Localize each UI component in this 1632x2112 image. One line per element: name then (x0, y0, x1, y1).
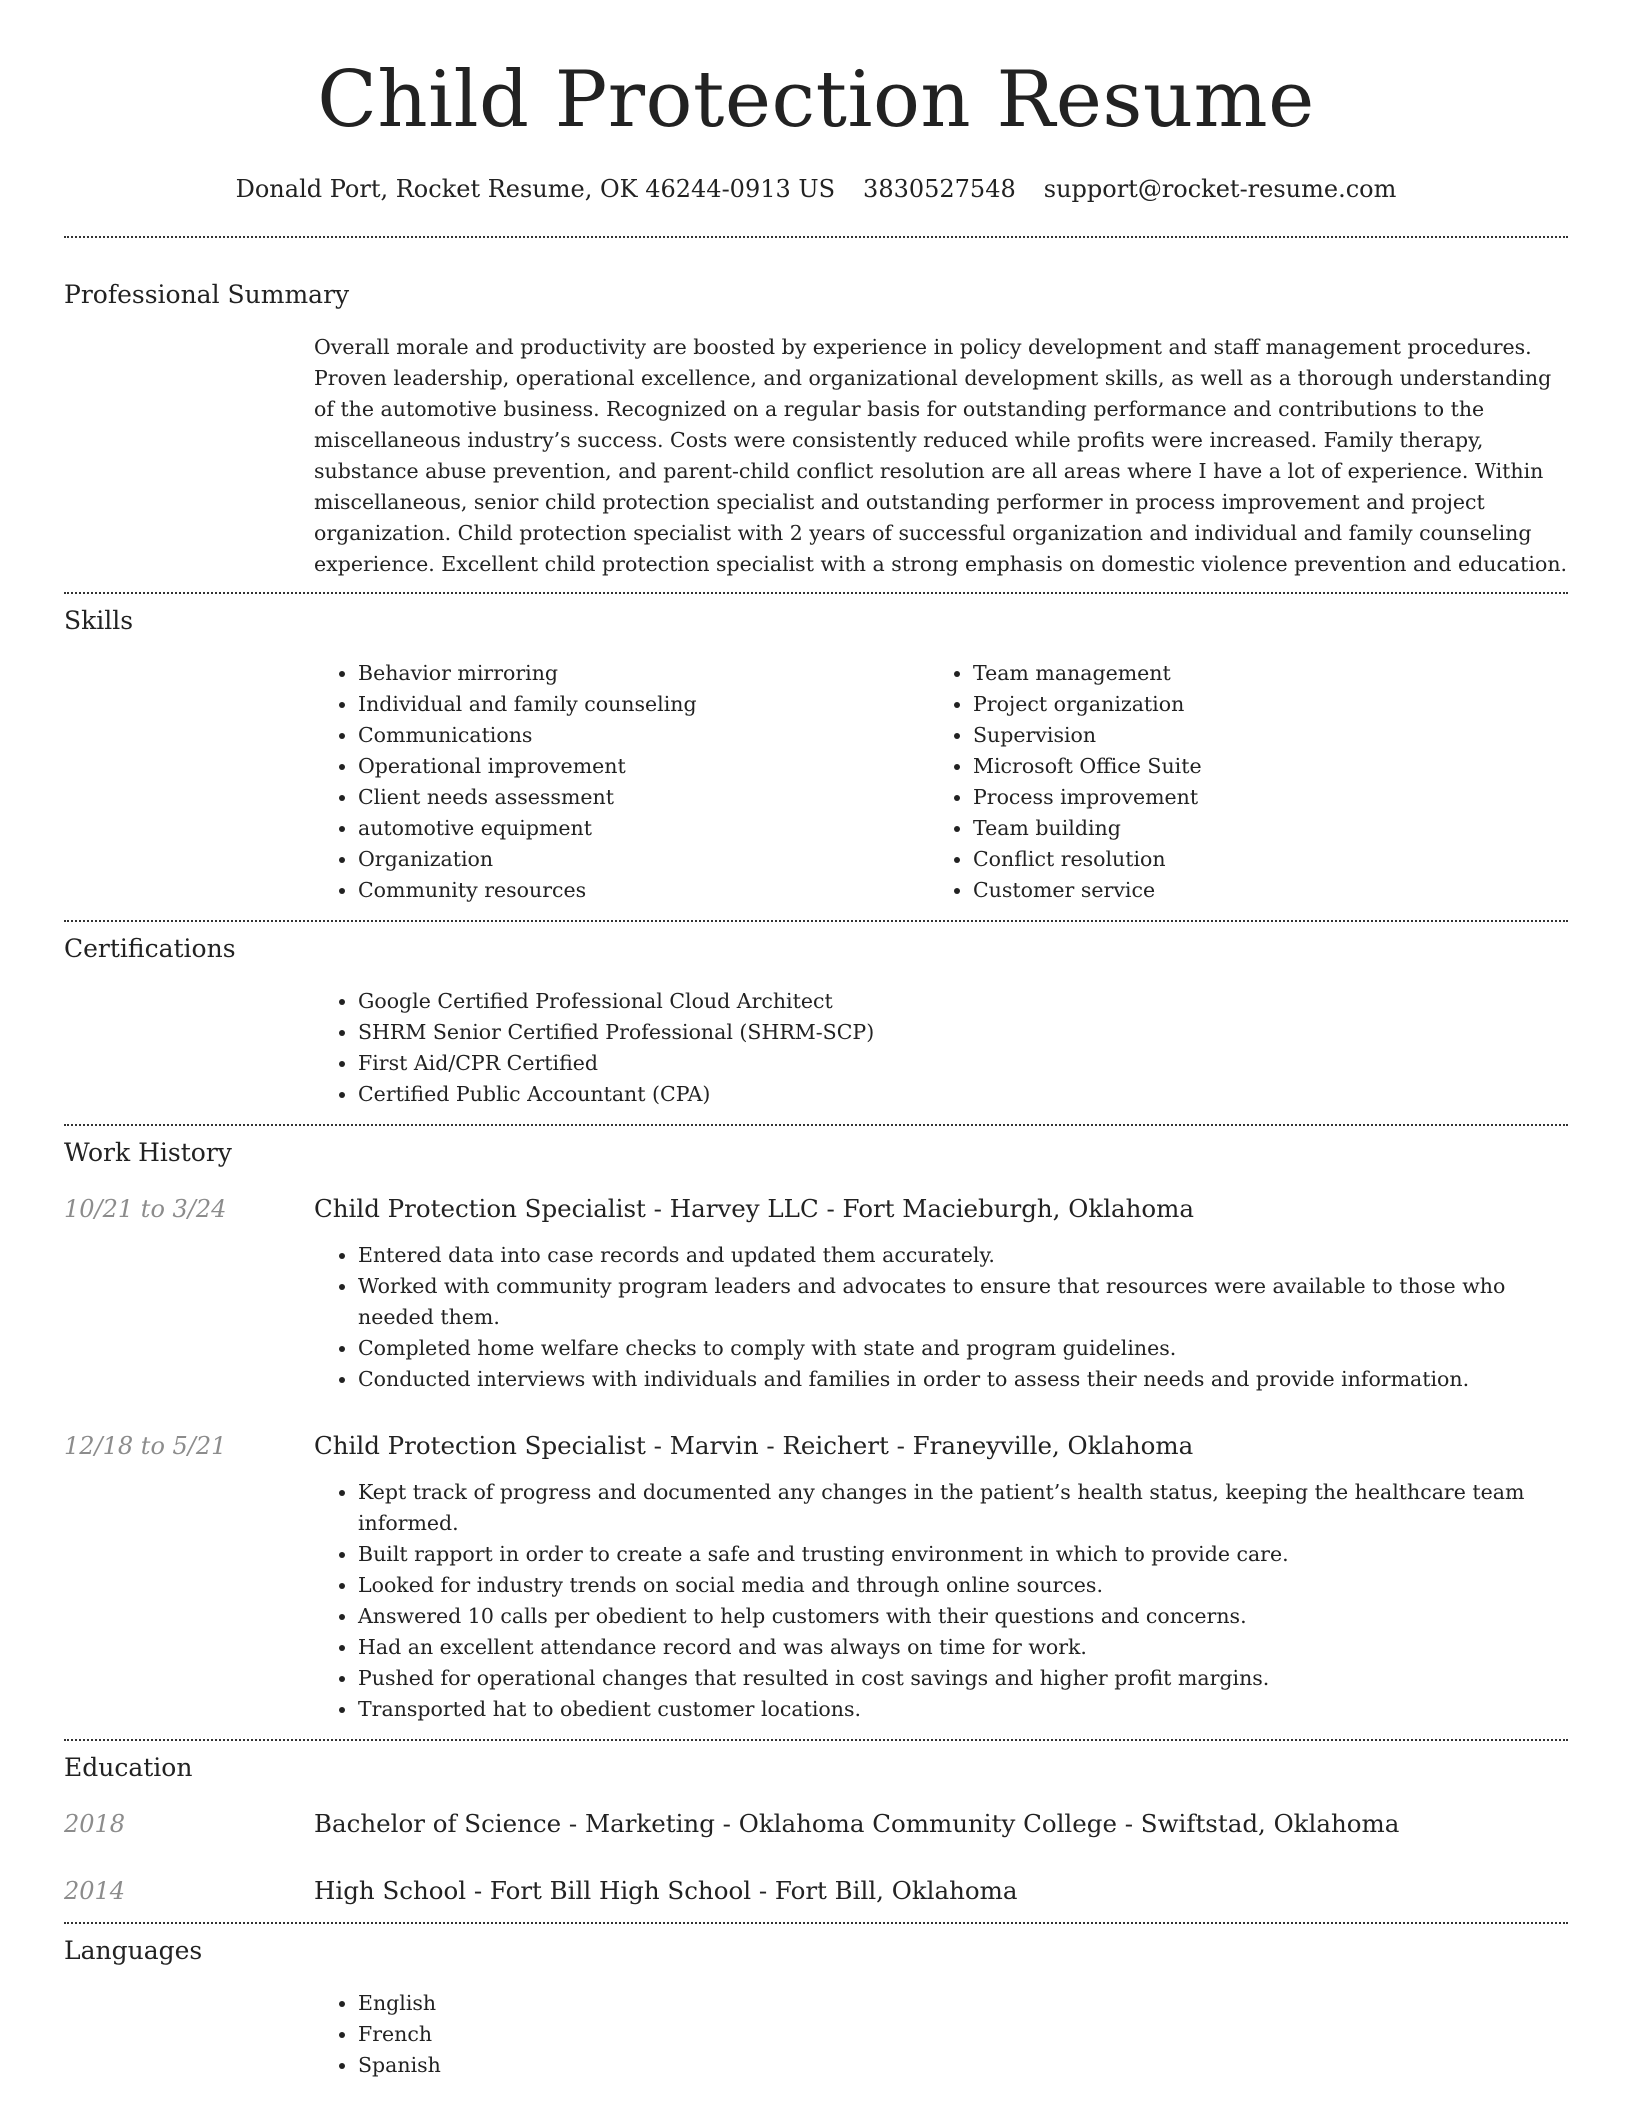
job-entry (64, 1429, 1568, 1725)
skill-item: • Community resources (358, 875, 929, 906)
skill-item: • Microsoft Office Suite (973, 751, 1544, 782)
job-bullet: • Built rapport in order to create a safe and trusting environment in which to provide care. (358, 1539, 1568, 1570)
job-bullet: • Had an excellent attendance record and was always on time for work. (358, 1632, 1568, 1663)
education-title: Bachelor of Science - Marketing - Oklahoma Community College - Swiftstad, Oklahoma (314, 1809, 1400, 1838)
work-history-heading: Work History (64, 1138, 232, 1167)
certifications-list (314, 986, 1568, 1110)
contact-address: Donald Port, Rocket Resume, OK 46244-0913 US (235, 175, 836, 203)
skills-list-right (929, 658, 1544, 906)
languages-list (314, 1988, 1568, 2081)
job-title: Child Protection Specialist - Harvey LLC - Fort Macieburgh, Oklahoma (314, 1194, 1195, 1223)
job-bullet-list (314, 1240, 1568, 1395)
job-dates: 10/21 to 3/24 (64, 1195, 227, 1223)
certification-item: • Google Certified Professional Cloud Architect (358, 986, 1568, 1017)
education-section (64, 1741, 1568, 1922)
language-item: • French (358, 2019, 1568, 2050)
language-item: • Spanish (358, 2050, 1568, 2081)
skill-item: • Organization (358, 844, 929, 875)
skill-item: • automotive equipment (358, 813, 929, 844)
skills-column-left (314, 658, 929, 906)
skill-item: • Team management (973, 658, 1544, 689)
job-title: Child Protection Specialist - Marvin - Reichert - Franeyville, Oklahoma (314, 1431, 1194, 1460)
education-entry (64, 1874, 1568, 1908)
job-header (64, 1192, 1568, 1226)
education-year: 2018 (64, 1810, 126, 1838)
job-entry (64, 1192, 1568, 1395)
skills-column-right (929, 658, 1544, 906)
education-heading: Education (64, 1753, 193, 1782)
job-bullet: • Conducted interviews with individuals and families in order to assess their needs and provide information. (358, 1364, 1568, 1395)
languages-content (314, 1988, 1568, 2081)
skill-item: • Supervision (973, 720, 1544, 751)
job-bullet: • Looked for industry trends on social media and through online sources. (358, 1570, 1568, 1601)
job-bullet: • Entered data into case records and updated them accurately. (358, 1240, 1568, 1271)
skill-item: • Behavior mirroring (358, 658, 929, 689)
job-bullet: • Completed home welfare checks to comply with state and program guidelines. (358, 1333, 1568, 1364)
summary-heading: Professional Summary (64, 280, 350, 309)
languages-heading: Languages (64, 1936, 203, 1965)
contact-email: support@rocket-resume.com (1043, 175, 1397, 203)
certification-item: • First Aid/CPR Certified (358, 1048, 1568, 1079)
education-title: High School - Fort Bill High School - Fort Bill, Oklahoma (314, 1876, 1018, 1905)
skills-list-left (314, 658, 929, 906)
certifications-section (64, 922, 1568, 1110)
skills-columns (314, 658, 1568, 906)
skills-heading: Skills (64, 606, 134, 635)
job-bullet: • Worked with community program leaders and advocates to ensure that resources were available to those who needed them. (358, 1271, 1568, 1333)
job-header (64, 1429, 1568, 1463)
job-dates: 12/18 to 5/21 (64, 1432, 227, 1460)
job-bullet: • Kept track of progress and documented any changes in the patient’s health status, keeping the healthcare team informed. (358, 1477, 1568, 1539)
work-history-section (64, 1126, 1568, 1739)
skill-item: • Customer service (973, 875, 1544, 906)
job-bullet: • Answered 10 calls per obedient to help customers with their questions and concerns. (358, 1601, 1568, 1632)
certifications-content (314, 986, 1568, 1110)
job-bullets (314, 1240, 1568, 1395)
skill-item: • Operational improvement (358, 751, 929, 782)
skills-section (64, 594, 1568, 906)
skill-item: • Project organization (973, 689, 1544, 720)
skill-item: • Conflict resolution (973, 844, 1544, 875)
education-year: 2014 (64, 1877, 126, 1905)
job-bullet: • Pushed for operational changes that resulted in cost savings and higher profit margins. (358, 1663, 1568, 1694)
education-entry (64, 1807, 1568, 1841)
job-bullet: • Transported hat to obedient customer locations. (358, 1694, 1568, 1725)
languages-section (64, 1924, 1568, 2081)
summary-section (64, 238, 1568, 580)
certification-item: • Certified Public Accountant (CPA) (358, 1079, 1568, 1110)
skill-item: • Process improvement (973, 782, 1544, 813)
resume-page (64, 0, 1568, 2095)
job-bullets (314, 1477, 1568, 1725)
summary-text: Overall morale and productivity are boosted by experience in policy development and staff management procedures. Proven leadership, operational excellence, and organizational development skills, as well as a thorough understanding of the automotive business. Recognized on a regular basis for outstanding performance and contributions to the miscellaneous industry’s success. Costs were consistently reduced while profits were increased. Family therapy, substance abuse prevention, and parent-child conflict resolution are all areas where I have a lot of experience. Within miscellaneous, senior child protection specialist and outstanding performer in process improvement and project organization. Child protection specialist with 2 years of successful organization and individual and family counseling experience. Excellent child protection specialist with a strong emphasis on domestic violence prevention and education. (314, 335, 1568, 576)
job-bullet-list (314, 1477, 1568, 1725)
skill-item: • Communications (358, 720, 929, 751)
contact-phone: 3830527548 (863, 175, 1016, 203)
contact-line (64, 172, 1568, 206)
skill-item: • Individual and family counseling (358, 689, 929, 720)
resume-title: Child Protection Resume (317, 55, 1315, 145)
skill-item: • Team building (973, 813, 1544, 844)
skill-item: • Client needs assessment (358, 782, 929, 813)
language-item: • English (358, 1988, 1568, 2019)
certification-item: • SHRM Senior Certified Professional (SHRM-SCP) (358, 1017, 1568, 1048)
certifications-heading: Certifications (64, 934, 236, 963)
